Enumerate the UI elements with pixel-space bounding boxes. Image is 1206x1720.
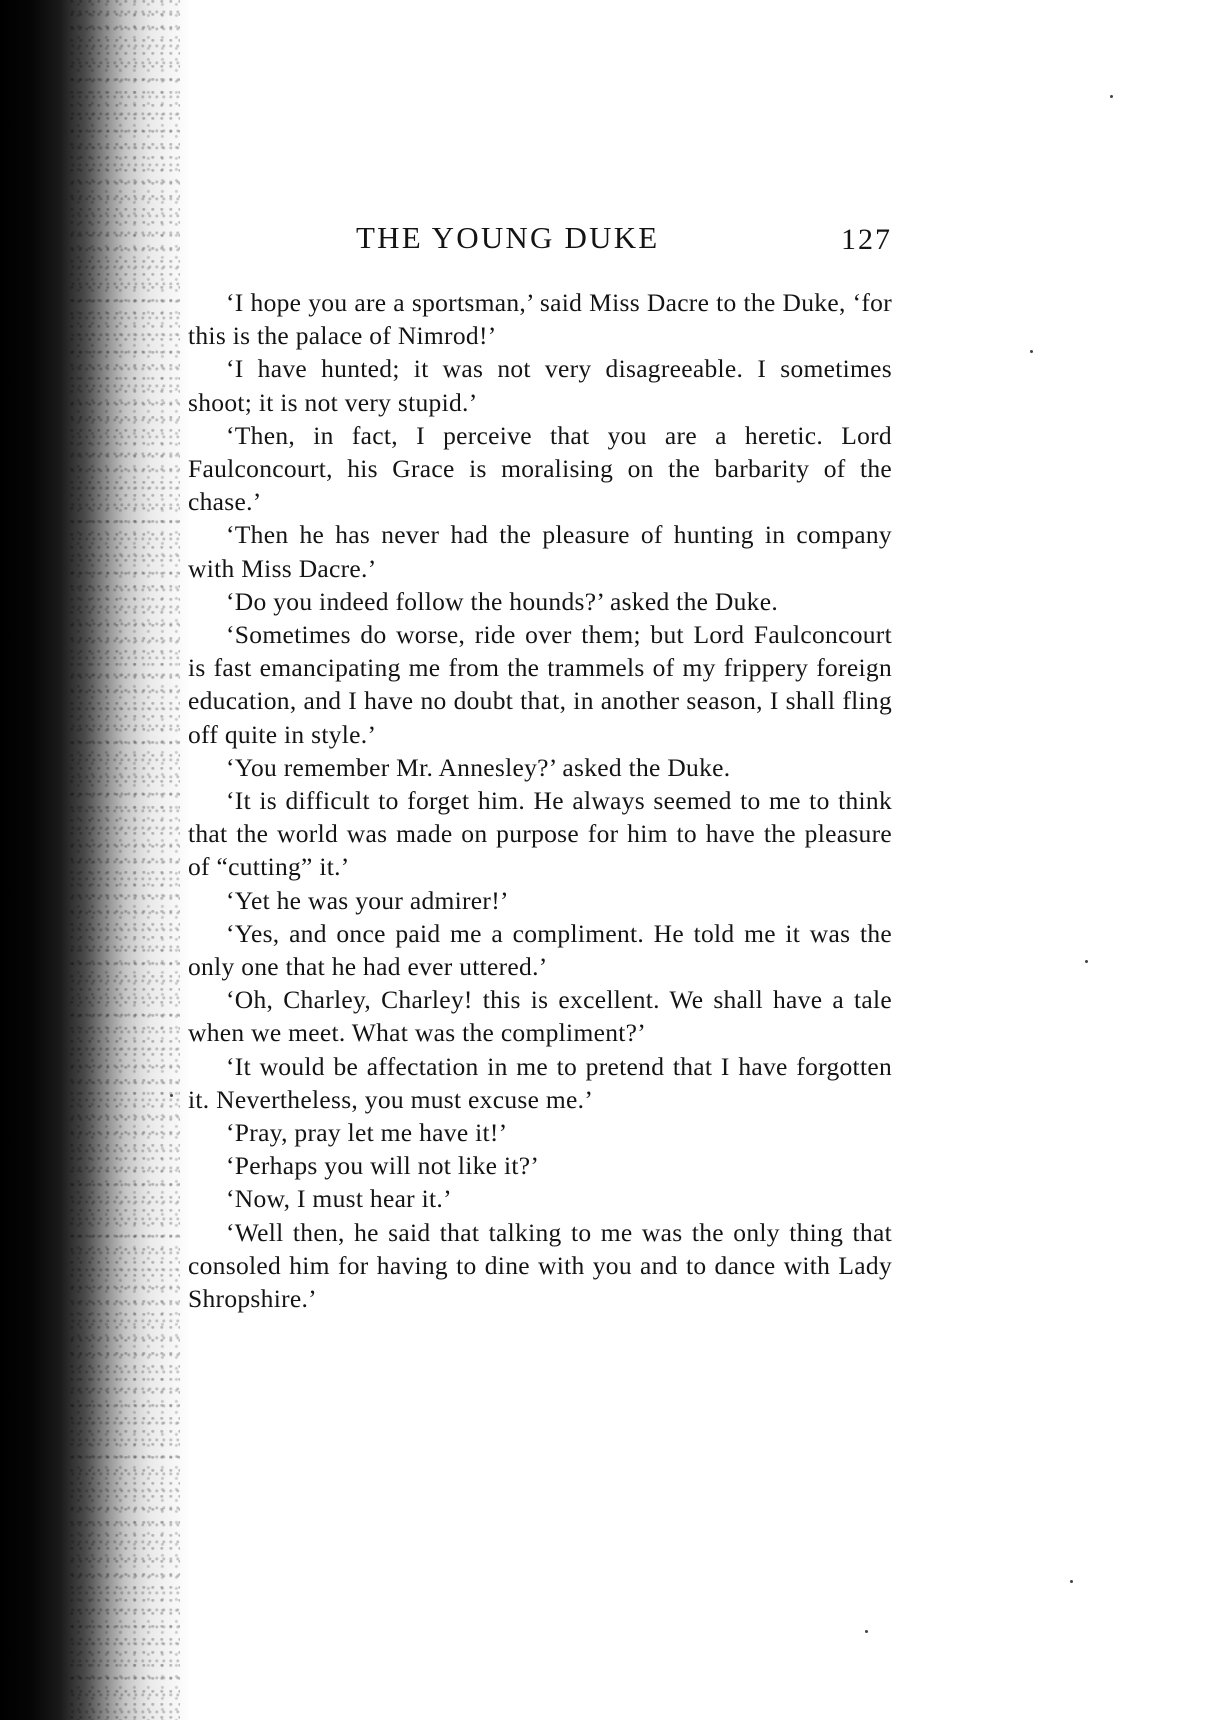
paper-speck [865,1630,868,1633]
gutter-speckle [70,0,180,1720]
paragraph: ‘Oh, Charley, Charley! this is excellent. We shall have a tale when we meet. What was the compliment?’ [188,985,892,1048]
paragraph: ‘Yes, and once paid me a compliment. He told me it was the only one that he had ever uttered.’ [188,918,892,982]
paper-speck [1030,350,1033,353]
paper-speck [1110,95,1113,98]
paragraph: ‘Then, in fact, I perceive that you are a heretic. Lord Faulconcourt, his Grace is moralising on the barbarity of the chase.’ [188,420,892,517]
paper-speck [1085,960,1088,963]
paragraph: ‘I hope you are a sportsman,’ said Miss Dacre to the Duke, ‘for this is the palace of Nimrod!’ [188,288,892,351]
paper-speck [170,1094,173,1097]
paragraph: ‘I have hunted; it was not very disagreeable. I sometimes shoot; it is not very stupid.’ [188,354,892,417]
paper-speck [1070,1580,1073,1583]
book-page [188,0,892,1720]
header-title: THE YOUNG DUKE [356,220,660,255]
paragraph: ‘Do you indeed follow the hounds?’ asked the Duke. [226,586,779,616]
paragraph: ‘Sometimes do worse, ride over them; but Lord Faulconcourt is fast emancipating me from the trammels of my frippery foreign education, and I have no doubt that, in another season, I shall fling off quite in style.’ [188,620,892,749]
paragraph: ‘You remember Mr. Annesley?’ asked the Duke. [226,752,731,782]
paragraph: ‘Yet he was your admirer!’ [226,885,509,915]
running-head [188,218,892,258]
paragraph: ‘Now, I must hear it.’ [226,1184,452,1214]
paragraph: ‘It would be affectation in me to pretend that I have forgotten it. Nevertheless, you must excuse me.’ [188,1051,892,1114]
paragraph: ‘Pray, pray let me have it!’ [226,1118,508,1148]
paragraph: ‘It is difficult to forget him. He always seemed to me to think that the world was made on purpose for him to have the pleasure of “cutting” it.’ [188,786,892,882]
page-number: 127 [841,223,892,256]
paragraph: ‘Well then, he said that talking to me was the only thing that consoled him for having to dine with you and to dance with Lady Shropshire.’ [188,1217,892,1314]
body-text [188,286,892,1315]
paragraph: ‘Then he has never had the pleasure of hunting in company with Miss Dacre.’ [188,520,892,583]
paragraph: ‘Perhaps you will not like it?’ [226,1151,540,1181]
